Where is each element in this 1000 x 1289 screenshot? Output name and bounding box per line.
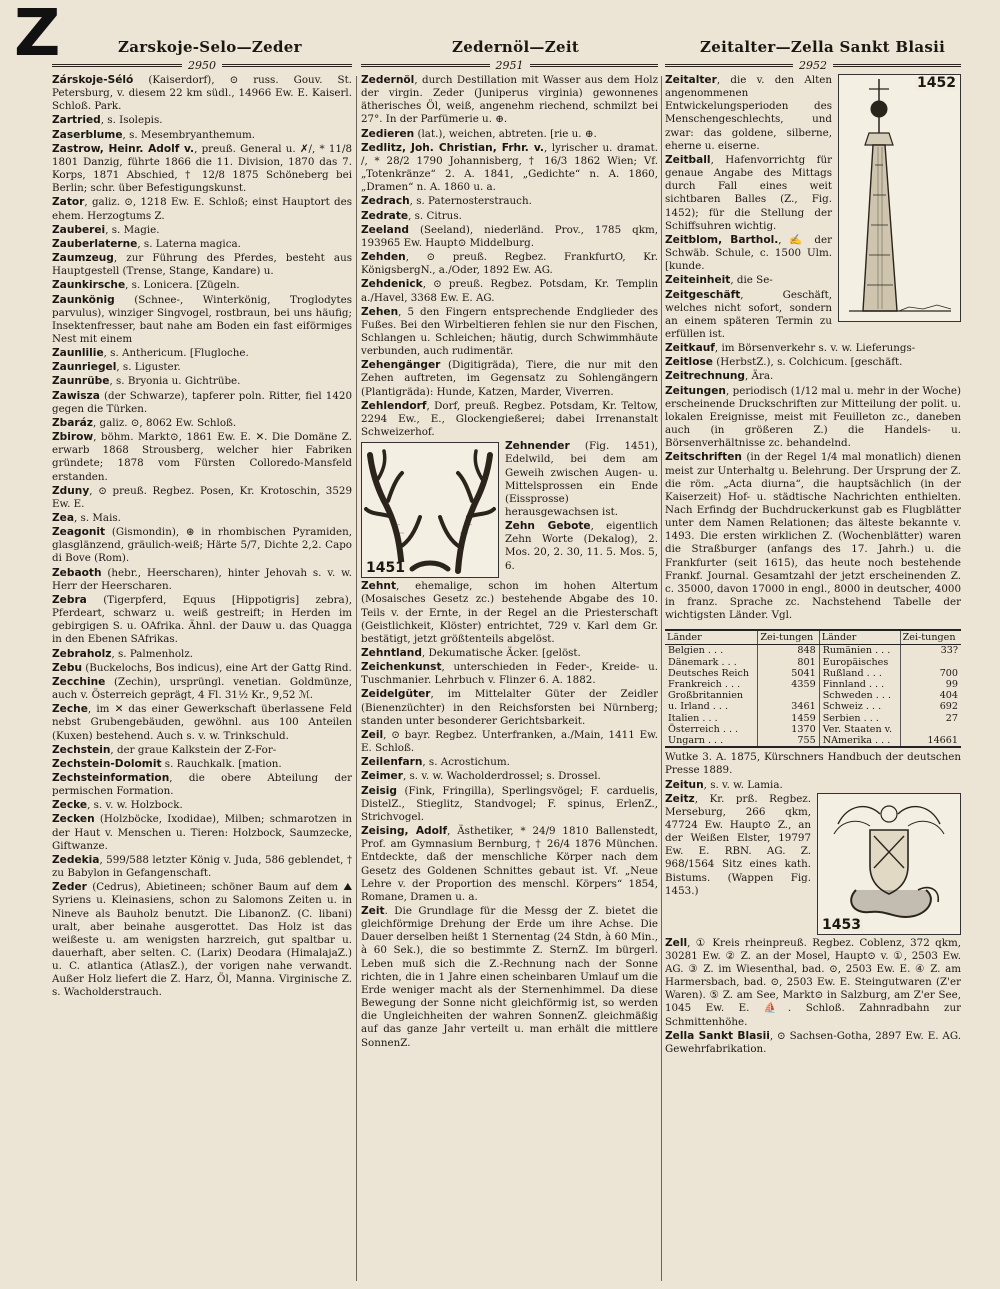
dictionary-entry (52, 114, 352, 127)
table-cell: 692 (939, 701, 958, 713)
entry-text: , Geschäft, welches nicht sofort, sondern an einem späteren Termin zu erfüllen ist. (665, 288, 832, 340)
dictionary-entry (361, 688, 658, 727)
entry-text: , s. Liguster. (116, 361, 181, 374)
table-header: Zei-tungen (900, 630, 961, 645)
dictionary-entry (52, 224, 352, 237)
entry-text: , s. v. w. Lamia. (703, 778, 783, 791)
table-header: Länder (819, 630, 900, 645)
entry-headword: Zbirow (52, 431, 94, 444)
page-number-right: 2952 (799, 58, 827, 72)
dictionary-entry (52, 594, 352, 647)
entry-text: , zur Führung des Pferdes, besteht aus Hauptgestell (Trense, Stange, Kandare) u. (52, 252, 352, 278)
entry-headword: Zeisig (361, 784, 398, 797)
dictionary-entry (361, 647, 658, 660)
entry-headword: Zeitun (665, 778, 704, 791)
table-cell: 27 (945, 712, 958, 724)
table-cell (758, 690, 819, 701)
dictionary-entry (361, 825, 658, 904)
running-head-right: Zeitalter—Zella Sankt Blasii (700, 38, 946, 56)
dictionary-entry (361, 251, 658, 277)
column-2-entries-bottom (361, 580, 658, 1049)
rule-line (833, 64, 961, 67)
page-number-left-row (52, 57, 352, 73)
entry-text: , s. Lonicera. [Zügeln. (125, 279, 240, 292)
entry-headword: Zehntland (361, 647, 422, 659)
column-3 (665, 74, 961, 1279)
entry-text: (lat.), weichen, abtreten. [rie u. ⊕. (414, 127, 597, 140)
entry-headword: Zehn Gebote (505, 520, 591, 533)
figure-1453-coat-of-arms (817, 793, 961, 935)
entry-text: (Buckelochs, Bos indicus), eine Art der Gattg Rind. (82, 661, 352, 674)
dictionary-entry (665, 451, 961, 622)
entry-text: , die obere Abteilung der permischen Formation. (52, 771, 352, 798)
entry-text: , s. Isolepis. (100, 114, 163, 127)
entry-text: (Holzböcke, Ixodidae), Milben; schmarotzen in der Haut v. Menschen u. Tieren: Holzbock, Saumzecke, Giftwanze. (52, 813, 352, 852)
dictionary-entry (52, 676, 352, 702)
figure-number: 1452 (917, 75, 956, 91)
entry-text: , Ära. (745, 370, 774, 383)
entry-headword: Zehen (361, 305, 399, 318)
entry-headword: Zeeland (361, 223, 409, 236)
entry-text: , Ästhetiker, * 24/9 1810 Ballenstedt, Prof. am Gymnasium Bernburg, † 26/4 1876 München. Entdeckte, daß der menschliche Körper nach dem Gesetz des Goldenen Schnittes gebaut ist. Vf. „Neue Lehre v. der Proportion des menschl. Körpers“ 1854, Romane, Dramen u. a. (361, 825, 658, 903)
table-cell: Ver. Staaten v. (819, 724, 900, 735)
table-cell: Ungarn . . . (665, 735, 758, 747)
entry-text: , die v. den Alten angenommenen Entwickelungsperioden des Menschengeschlechts, und zwar: das goldene, silberne, eherne u. eiserne. (665, 74, 832, 152)
entry-text: , s. Acrostichum. (422, 756, 510, 769)
newspaper-statistics-table (665, 629, 961, 748)
entry-headword: Zastrow, Heinr. Adolf v. (52, 142, 195, 155)
table-cell: NAmerika . . . (819, 735, 900, 747)
entry-headword: Zator (52, 196, 85, 209)
dictionary-entry (361, 359, 658, 398)
entry-headword: Zecchine (52, 675, 106, 688)
column-2 (361, 74, 658, 1279)
entry-headword: Zeiteinheit (665, 274, 731, 287)
entry-text: (Kaiserdorf), ⊙ russ. Gouv. St. Petersburg, v. diesem 22 km südl., 14966 Ew. E. Kaiserl. Schloß. Park. (52, 74, 352, 113)
entry-headword: Zedrach (361, 195, 410, 208)
entry-text: , Kr. prß. Regbez. Merseburg, 266 qkm, 47724 Ew. Haupt⊙ Z., an der Weißen Elster, 19797 Ew. E. RBN. AG. Z. 968/1564 Sitz eines kath. Bistums. (Wappen Fig. 1453.) (665, 792, 811, 897)
entry-text: , böhm. Markt⊙, 1861 Ew. E. ✕. Die Domäne Z. erwarb 1868 Strousberg, welcher hier Fabriken gründete; 1878 vom Fürsten Colloredo-Mansfeld erstanden. (52, 431, 352, 483)
entry-text: , ⊙ preuß. Regbez. FrankfurtO, Kr. KönigsbergN., a./Oder, 1892 Ew. AG. (361, 251, 658, 277)
entry-headword: Zecke (52, 799, 88, 812)
entry-text: , im ✕ das einer Gewerkschaft überlassene Feld nebst Grubengebäuden, gewöhnl. aus 100 Anteilen (Kuxen) bestehend. Auch s. v. w. Trinkschuld. (52, 703, 352, 742)
column-1 (52, 74, 352, 1279)
entry-text: (Fig. 1451), Edelwild, bei dem am Geweih zwischen Augen- u. Mittelsprossen ein Ende (Eissprosse) herausgewachsen ist. (505, 440, 658, 518)
dictionary-entry (52, 390, 352, 416)
column-2-entries-top (361, 74, 658, 439)
table-cell: 801 (758, 657, 819, 668)
rule-line (665, 64, 793, 67)
entry-headword: Zehdenick (361, 278, 423, 291)
entry-text: (der Schwarze), tapferer poln. Ritter, fiel 1420 gegen die Türken. (52, 389, 352, 415)
table-row (665, 701, 961, 712)
table-cell: Dänemark . . . (665, 657, 758, 668)
table-header: Länder (665, 630, 758, 645)
dictionary-entry (665, 937, 961, 1029)
column-3-entries-bottom (665, 937, 961, 1056)
dictionary-entry (52, 252, 352, 278)
dictionary-entry (665, 342, 961, 355)
entry-headword: Zehnt (361, 580, 397, 593)
entry-text: , ⊙ preuß. Regbez. Potsdam, Kr. Templin a./Havel, 3368 Ew. E. AG. (361, 278, 658, 304)
dictionary-entry (52, 567, 352, 593)
table-cell: Schweiz . . . (819, 701, 900, 712)
entry-headword: Zeitschriften (665, 451, 742, 464)
dictionary-entry (52, 417, 352, 430)
dictionary-entry (361, 210, 658, 223)
dictionary-entry (52, 772, 352, 798)
table-row (665, 679, 961, 690)
column-divider (356, 76, 357, 1281)
table-cell: u. Irland . . . (665, 701, 758, 712)
entry-headword: Zehden (361, 251, 406, 264)
table-cell: 1370 (758, 724, 819, 735)
dictionary-entry (665, 356, 961, 369)
entry-headword: Zechsteinformation (52, 771, 170, 784)
dictionary-entry (361, 128, 658, 141)
entry-headword: Zell (665, 936, 688, 949)
entry-text: , s. Bryonia u. Gichtrübe. (109, 375, 241, 388)
dictionary-entry (52, 854, 352, 880)
entry-headword: Zartried (52, 114, 101, 127)
rule-line (530, 64, 659, 67)
entry-headword: Zedieren (361, 127, 415, 140)
entry-text: , periodisch (1/12 mal u. mehr in der Woche) erscheinende Druckschriften zur Mitteilung der polit. u. lokalen Ereignisse, meist mit Feuilleton zc., daneben auch (in größeren Z.) die Handels- u. Börsenverhältnisse zc. behandelnd. (665, 384, 961, 450)
table-cell: 14661 (927, 735, 958, 747)
timeball-tower-illustration (839, 75, 960, 321)
dictionary-entry (52, 347, 352, 360)
dictionary-entry (361, 224, 658, 250)
entry-headword: Zbaráz (52, 416, 93, 429)
entry-text: , 599/588 letzter König v. Juda, 586 geblendet, † zu Babylon in Gefangenschaft. (52, 853, 352, 880)
page-number-left: 2950 (188, 58, 216, 72)
dictionary-entry (361, 756, 658, 769)
table-cell: 33? (940, 645, 958, 657)
dictionary-entry (361, 278, 658, 304)
entry-headword: Zeche (52, 703, 88, 716)
entry-text: , der graue Kalkstein der Z-For- (110, 743, 277, 756)
table-cell: Rußland . . . (819, 668, 900, 679)
table-row (665, 724, 961, 735)
entry-text: , s. Palmenholz. (111, 647, 194, 660)
table-cell: Finnland . . . (819, 679, 900, 690)
entry-text: Wutke 3. A. 1875, Kürschners Handbuch der deutschen Presse 1889. (665, 751, 961, 777)
entry-headword: Zedlitz, Joh. Christian, Frhr. v. (361, 141, 544, 154)
table-cell: Schweden . . . (819, 690, 900, 701)
dictionary-entry (665, 385, 961, 451)
entry-headword: Zeitz (665, 792, 695, 805)
entry-text: , s. v. w. Wacholderdrossel; s. Drossel. (402, 770, 601, 783)
table-cell: 848 (758, 645, 819, 657)
dictionary-entry (52, 799, 352, 812)
entry-text: , eigentlich Zehn Worte (Dekalog), 2. Mos. 20, 2. 30, 11. 5. Mos. 5, 6. (505, 520, 658, 572)
entry-text: , Hafenvorrichtg für genaue Angabe des Mittags durch Fall eines weit sichtbaren Balles (Z., Fig. 1452); für die Stellung der Schiffsuhren wichtig. (665, 153, 832, 232)
table-cell: 3461 (758, 701, 819, 712)
table-cell: Frankreich . . . (665, 679, 758, 690)
table-cell: Serbien . . . (819, 713, 900, 724)
entry-text: , ⊙ preuß. Regbez. Posen, Kr. Krotoschin, 3529 Ew. E. (52, 484, 352, 510)
entry-headword: Zehnender (505, 440, 570, 453)
entry-headword: Zauberei (52, 223, 106, 236)
figure-1452-timeball (838, 74, 961, 322)
entry-text: (Fink, Fringilla), Sperlingsvögel; F. carduelis, DistelZ., Stieglitz, Standvogel; F. spinus, ErlenZ., Strichvogel. (361, 784, 658, 823)
running-head-left: Zarskoje-Selo—Zeder (118, 38, 302, 56)
entry-text: (HerbstZ.), s. Colchicum. [geschäft. (712, 356, 903, 369)
entry-text: , s. Mesembryanthemum. (122, 128, 256, 141)
entry-headword: Zechstein-Dolomit (52, 757, 162, 770)
rule-line (361, 64, 490, 67)
table-row (665, 668, 961, 679)
entry-headword: Zeitlose (665, 356, 713, 369)
entry-text: , ✍ der Schwäb. Schule, c. 1500 Ulm. [kunde. (665, 233, 832, 273)
entry-headword: Zeitalter (665, 74, 717, 86)
table-row (665, 645, 961, 657)
entry-text: , s. Anthericum. [Flugloche. (103, 347, 249, 360)
dictionary-entry (665, 779, 961, 792)
table-cell: 99 (945, 679, 958, 691)
entry-headword: Zeitungen (665, 384, 726, 397)
entry-headword: Zella Sankt Blasii (665, 1029, 770, 1042)
entry-headword: Zeitblom, Barthol. (665, 233, 779, 246)
dictionary-entry (361, 661, 658, 687)
table-cell: Rumänien . . . (819, 645, 900, 657)
dictionary-entry (52, 813, 352, 852)
entry-headword: Zaunlilie (52, 347, 104, 360)
table-cell: Großbritannien (665, 690, 758, 701)
dictionary-entry (665, 1030, 961, 1056)
dictionary-entry (52, 143, 352, 196)
table-cell: Deutsches Reich (665, 668, 758, 679)
entry-text: , s. v. w. Holzbock. (87, 799, 183, 812)
entry-headword: Zecken (52, 813, 95, 826)
page-number-right-row (665, 57, 961, 73)
entry-headword: Zebra (52, 593, 87, 606)
entry-text: , im Mittelalter Güter der Zeidler (Bienenzüchter) in den Reichsforsten bei Nürnberg; standen unter besonderer Gerichtsbarkeit. (361, 688, 658, 727)
entry-text: , s. Magie. (105, 223, 160, 236)
entry-headword: Zaunkirsche (52, 279, 126, 292)
entry-text: , ehemalige, schon im hohen Altertum (Mosaisches Gesetz zc.) bestehende Abgabe des 10. Teils v. der Ernte, in der Regel an die Priesterschaft (Geistlichkeit, Klöster) entrichtet, 729 v. Karl dem Gr. bestätigt, jetzt größtenteils abgelöst. (361, 580, 658, 645)
entry-text: , ⊙ bayr. Regbez. Unterfranken, a./Main, 1411 Ew. E. Schloß. (361, 728, 658, 755)
dictionary-entry (52, 485, 352, 511)
dictionary-entry (52, 238, 352, 251)
entry-headword: Zeilenfarn (361, 756, 423, 769)
dictionary-entry (52, 662, 352, 675)
entry-headword: Zduny (52, 484, 90, 497)
entry-headword: Zebaoth (52, 566, 102, 579)
entry-text: , die Se- (730, 274, 773, 287)
entry-headword: Zeitgeschäft (665, 288, 741, 301)
entry-headword: Zaunrübe (52, 375, 110, 388)
entry-headword: Zeichenkunst (361, 661, 442, 674)
entry-text: , unterschieden in Feder-, Kreide- u. Tuschmanier. Lehrbuch v. Flinzer 6. A. 1882. (361, 661, 658, 687)
entry-headword: Zeil (361, 728, 384, 741)
entry-text: (Cedrus), Abietineen; schöner Baum auf dem ⛰ Syriens u. Kleinasiens, schon zu Salomons Zeiten u. in Nineve als Bauholz benutzt. Die LibanonZ. (C. libani) uralt, aber beinahe ausgerottet. Das Holz ist das weißeste u. am wenigsten harzreich, gut spaltbar u. dauerhaft, aber selten. C. (Larix) Deodara (HimalajaZ.) u. C. atlantica (AtlasZ.), der vorigen nahe verwandt. Außer Holz liefert die Z. Harz, Öl, Manna. Virginische Z. s. Wacholderstrauch. (52, 881, 352, 999)
dictionary-entry (361, 580, 658, 646)
entry-headword: Zedrate (361, 209, 409, 222)
entry-text: , s. Mais. (74, 512, 121, 524)
entry-headword: Zeitrechnung (665, 370, 746, 383)
entry-text: , s. Citrus. (408, 209, 462, 222)
dictionary-entry (52, 512, 352, 525)
entry-headword: Zeder (52, 881, 87, 894)
table-body (665, 645, 961, 747)
entry-headword: Zeagonit (52, 526, 106, 539)
entry-headword: Zedekia (52, 853, 100, 866)
page-number-center-row (361, 57, 658, 73)
table-cell: Belgien . . . (665, 645, 758, 657)
column-divider (661, 76, 662, 1281)
entry-text: (hebr., Heerscharen), hinter Jehovah s. v. w. Herr der Heerscharen. (52, 566, 352, 592)
entry-text: . Die Grundlage für die Messg der Z. bietet die gleichförmige Drehung der Erde um ihre Achse. Die Dauer derselben heißt 1 Sternentag (24 Stdn, à 60 Min., à 60 Sek.), die so bestimmte Z. SternZ. Im bürgerl. Leben muß sich die Z.-Rechnung nach der Sonne richten, die in 1 Jahre einen scheinbaren Umlauf um die Erde weniger macht als der Sternenhimmel. Da diese Bewegung der Sonne nicht gleichförmig ist, so werden die Ungleichheiten der wahren SonnenZ. gleichmäßig auf das ganze Jahr verteilt u. man erhält die mittlere SonnenZ. (361, 904, 658, 1049)
entry-text: , Dorf, preuß. Regbez. Potsdam, Kr. Teltow, 2294 Ew., E., Glockengießerei; dabei Irrenanstalt Schweizerhof. (361, 399, 658, 439)
antler-illustration (362, 443, 498, 577)
entry-text: , lyrischer u. dramat. /, * 28/2 1790 Johannisberg, † 16/3 1862 Wien; Vf. „Totenkränze“ 2. A. 1841, „Gedichte“ n. A. 1860, „Dramen“ n. A. 1860 u. a. (361, 141, 658, 194)
entry-headword: Zehengänger (361, 359, 441, 372)
dictionary-entry (361, 729, 658, 755)
entry-headword: Zea (52, 512, 75, 524)
entry-text: , galiz. ⊙, 1218 Ew. E. Schloß; einst Hauptort des ehem. Herzogtums Z. (52, 196, 352, 222)
entry-headword: Zehlendorf (361, 399, 427, 412)
entry-text: , preuß. General u. ✗/, * 11/8 1801 Danzig, führte 1866 die 11. Division, 1870 das 7. Korps, 1871 Abschied, † 12/8 1875 Schöneberg bei Berlin; schr. über Befestigungskunst. (52, 142, 352, 195)
dictionary-entry (52, 74, 352, 113)
entry-text: , ① Kreis rheinpreuß. Regbez. Coblenz, 372 qkm, 30281 Ew. ② Z. an der Mosel, Haupt⊙ v. ①, 2503 Ew. AG. ③ Z. im Wiesenthal, bad. ⊙, 2503 Ew. E. ④ Z. am Harmersbach, bad. ⊙, 2503 Ew. E. Steingutwaren (Z'er Waren). ⑤ Z. am See, Markt⊙ in Salzburg, am Z'er See, 1045 Ew. E. ⛵. Schloß. Zahnradbahn zur Schmittenhöhe. (665, 936, 961, 1028)
dictionary-entry (52, 881, 352, 999)
figure-1451-antlers (361, 442, 499, 578)
entry-text: , 5 den Fingern entsprechende Endglieder des Fußes. Bei den Wirbeltieren fehlen sie nur den Fischen, Schlangen u. Schleichen; häutig, durch Schwimmhäute verbunden, auch rudimentär. (361, 305, 658, 358)
dictionary-entry (361, 74, 658, 127)
entry-headword: Zeising, Adolf (361, 825, 448, 838)
rule-line (222, 64, 352, 67)
entry-text: , s. Paternosterstrauch. (409, 195, 532, 208)
dictionary-entry (52, 375, 352, 388)
table-cell: 5041 (758, 668, 819, 679)
entry-text: (Gismondin), ⊛ in rhombischen Pyramiden, glasglänzend, gräulich-weiß; Härte 5/7, Dichte 2,2. Capo di Bove (Rom). (52, 526, 352, 565)
dictionary-entry (52, 294, 352, 347)
table-cell: 700 (939, 667, 958, 679)
table-cell (900, 724, 961, 735)
table-cell: 404 (939, 690, 958, 702)
entry-headword: Zebraholz (52, 647, 112, 660)
dictionary-entry (52, 758, 352, 771)
table-cell: Italien . . . (665, 713, 758, 724)
entry-headword: Zedernöl (361, 74, 415, 86)
figure-number: 1453 (822, 916, 861, 933)
entry-headword: Zaserblume (52, 128, 123, 141)
table-cell: Europäisches (819, 657, 900, 668)
dictionary-entry (361, 905, 658, 1050)
column-3-entries-after-table (665, 751, 961, 791)
entry-text: (Schnee-, Winterkönig, Troglodytes parvulus), winziger Singvogel, rostbraun, bei uns häufig; Insektenfresser, baut nahe am Boden ein fast eiförmiges Nest mit einem (52, 293, 352, 345)
entry-text: (Zechin), ursprüngl. venetian. Goldmünze, auch v. Österreich geprägt, 4 Fl. 31½ Kr., 9,52 ℳ. (52, 675, 352, 702)
table-row (665, 657, 961, 668)
entry-headword: Zeitball (665, 153, 711, 166)
entry-text: , durch Destillation mit Wasser aus dem Holz der virgin. Zeder (Juniperus virginia) gewonnenes ätherisches Öl, weiß, angenehm riechend, schmilzt bei 27°. In der Parfümerie u. ⊕. (361, 74, 658, 126)
dictionary-entry (52, 129, 352, 142)
entry-headword: Zaunkönig (52, 293, 115, 306)
dictionary-entry (665, 370, 961, 383)
entry-text: , Dekumatische Äcker. [gelöst. (421, 647, 581, 659)
entry-headword: Zauberlaterne (52, 237, 138, 250)
dictionary-entry (361, 785, 658, 824)
entry-headword: Zawisza (52, 389, 100, 402)
figure-number: 1451 (366, 560, 405, 577)
dictionary-entry (361, 400, 658, 439)
dictionary-entry (665, 751, 961, 777)
entry-headword: Zeitkauf (665, 342, 715, 355)
entry-text: , s. Laterna magica. (137, 237, 241, 250)
table-row (665, 690, 961, 701)
dictionary-entry (52, 744, 352, 757)
dictionary-entry (52, 648, 352, 661)
dictionary-entry (52, 526, 352, 565)
entry-headword: Zeimer (361, 770, 403, 783)
page-number-center: 2951 (495, 58, 524, 72)
entry-text: (in der Regel 1/4 mal monatlich) dienen meist zur Unterhaltg u. Belehrung. Der Ursprung der Z. die röm. „Acta diurna“, die hauptsächlich (in der Kaiserzeit) Hof- u. städtische Nachrichten enthielten. Nach Erfindg der Buchdruckerkunst gab es Flugblätter unter dem Namen Relationen; das älteste bekannte v. 1493. Die ersten wirklichen Z. (Wochenblätter) waren die Straßburger (anfangs des 17. Jahrh.) u. die Frankfurter (seit 1615), das heute noch bestehende Frankf. Journal. Gesamtzahl der jetzt erscheinenden Z. c. 35000, davon 17000 in engl., 8000 in deutscher, 4000 in franz. Sprache zc. Nachstehend Tabelle der wichtigsten Länder. Vgl. (665, 451, 961, 622)
table-cell (900, 657, 961, 668)
entry-text: , im Börsenverkehr s. v. w. Lieferungs- (714, 342, 916, 355)
entry-text: , ⊙ Sachsen-Gotha, 2897 Ew. E. AG. Gewehrfabrikation. (665, 1029, 961, 1055)
dictionary-entry (361, 770, 658, 783)
dictionary-entry (361, 306, 658, 359)
entry-headword: Zárskoje-Séló (52, 74, 134, 86)
table-cell: 755 (758, 735, 819, 747)
entry-text: (Tigerpferd, Equus [Hippotigris] zebra), Pferdeart, schwarz u. weiß gestreift; in Herden im gebirgigen S. u. OAfrika. Ähnl. der Dauw u. das Quagga in den Ebenen SAfrikas. (52, 593, 352, 646)
table-cell: Österreich . . . (665, 724, 758, 735)
entry-text: (Digitigräda), Tiere, die nur mit den Zehen auftreten, im Gegensatz zu Sohlengängern (Plantigräda): Hunde, Katzen, Marder, Viverren. (361, 359, 658, 398)
entry-headword: Zechstein (52, 743, 111, 756)
dictionary-entry (361, 142, 658, 195)
entry-headword: Zeidelgüter (361, 688, 431, 701)
entry-text: , galiz. ⊙, 8062 Ew. Schloß. (92, 416, 237, 429)
rule-line (52, 64, 182, 67)
running-head-center: Zedernöl—Zeit (452, 38, 580, 56)
table-header: Zei-tungen (758, 630, 819, 645)
dictionary-entry (361, 195, 658, 208)
table-cell: 1459 (758, 713, 819, 724)
entry-headword: Zaumzeug (52, 252, 114, 265)
entry-headword: Zaunriegel (52, 361, 117, 374)
entry-text: s. Rauchkalk. [mation. (161, 757, 282, 770)
dictionary-entry (52, 361, 352, 374)
table-cell: 4359 (758, 679, 819, 690)
table-row (665, 713, 961, 724)
entry-text: (Seeland), niederländ. Prov., 1785 qkm, 193965 Ew. Haupt⊙ Middelburg. (361, 223, 658, 249)
dictionary-entry (52, 196, 352, 222)
entry-headword: Zebu (52, 661, 82, 674)
section-letter: Z (14, 0, 61, 71)
column-1-entries (52, 74, 352, 1000)
dictionary-entry (52, 431, 352, 484)
dictionary-entry (52, 703, 352, 742)
table-row (665, 735, 961, 747)
entry-headword: Zeit (361, 904, 385, 917)
coat-of-arms-illustration (818, 794, 960, 934)
dictionary-entry (52, 279, 352, 292)
